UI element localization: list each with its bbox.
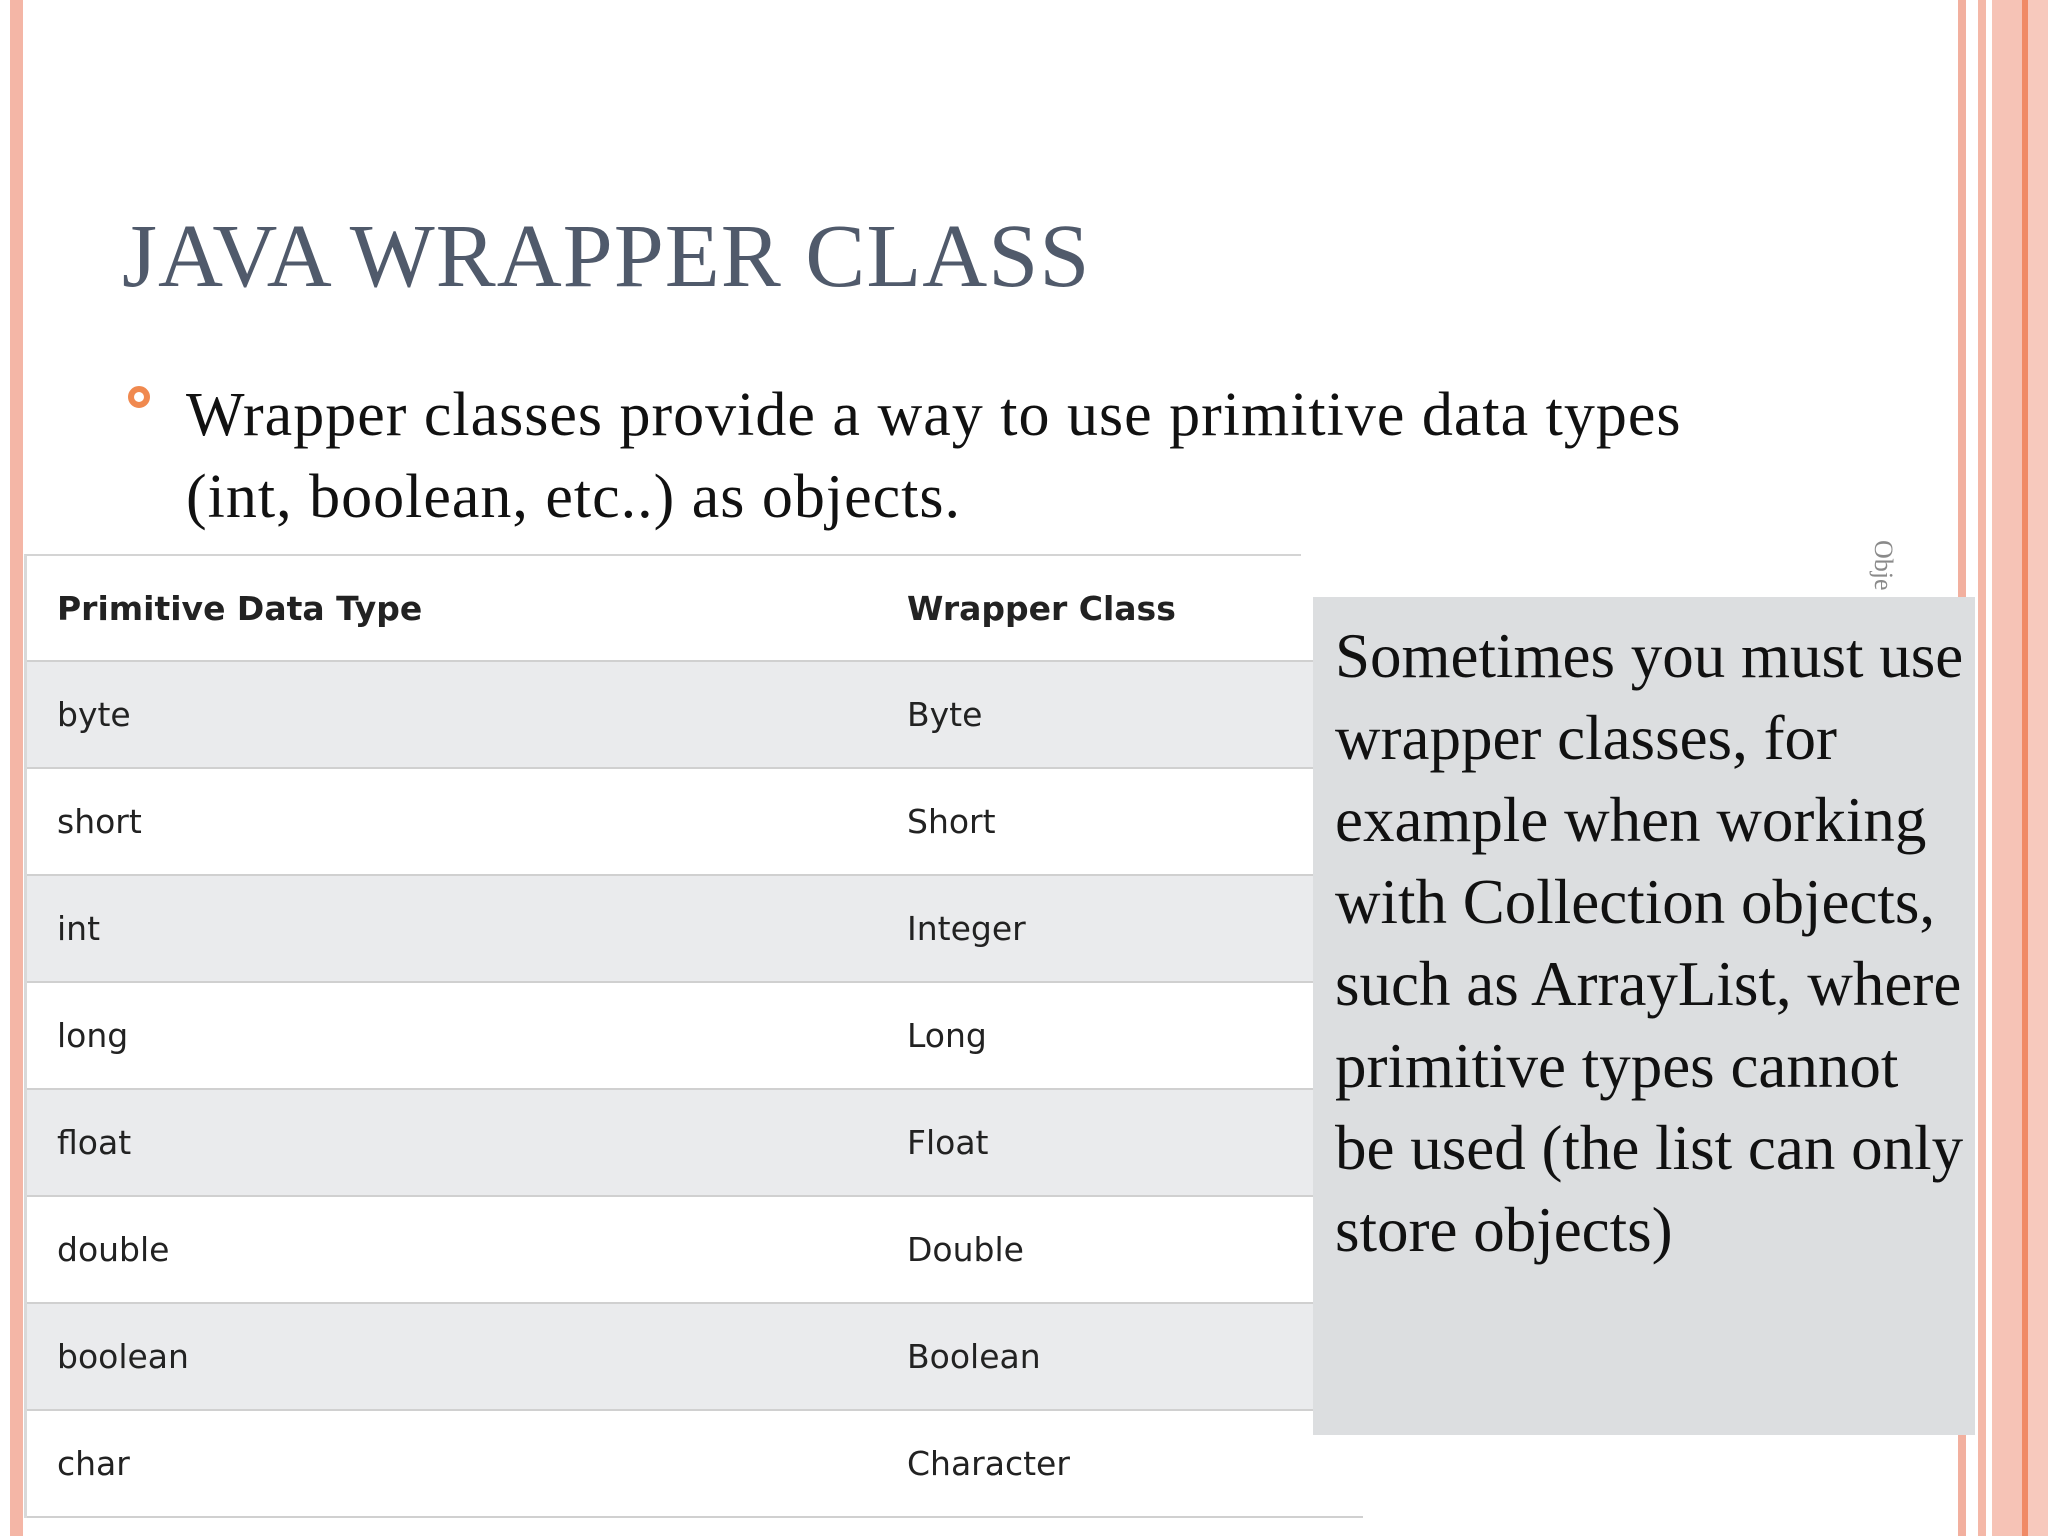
- table-row: [27, 1089, 1363, 1196]
- note-text: Sometimes you must use wrapper classes, for example when working with Collection objects, such as ArrayList, where primitive types cannot be used (the list can only store objects): [1335, 621, 1964, 1265]
- slide-title: JAVA WRAPPER CLASS: [122, 207, 1091, 306]
- wrapper-class-table: [24, 554, 1301, 1518]
- table-row: [27, 768, 1363, 875]
- right-stripe-decoration: [1992, 0, 2022, 1536]
- header-primitive-data-type: Primitive Data Type: [27, 556, 875, 661]
- wrapper-class-cell: Float: [875, 1089, 1363, 1196]
- primitive-type-cell: float: [27, 1089, 875, 1196]
- wrapper-class-cell: Double: [875, 1196, 1363, 1303]
- wrapper-class-cell: Boolean: [875, 1303, 1363, 1410]
- right-stripe-decoration: [1978, 0, 1986, 1536]
- primitive-type-cell: boolean: [27, 1303, 875, 1410]
- right-stripe-decoration: [2028, 0, 2048, 1536]
- primitive-type-cell: int: [27, 875, 875, 982]
- wrapper-class-cell: Long: [875, 982, 1363, 1089]
- note-callout-box: [1313, 597, 1975, 1435]
- table: [27, 556, 1363, 1518]
- table-header-row: [27, 556, 1363, 661]
- wrapper-class-cell: Integer: [875, 875, 1363, 982]
- wrapper-class-cell: Byte: [875, 661, 1363, 768]
- primitive-type-cell: short: [27, 768, 875, 875]
- hollow-circle-bullet-icon: [128, 386, 150, 408]
- primitive-type-cell: char: [27, 1410, 875, 1517]
- left-border-decoration: [10, 0, 23, 1536]
- table-row: [27, 661, 1363, 768]
- primitive-type-cell: long: [27, 982, 875, 1089]
- table-row: [27, 1196, 1363, 1303]
- bullet-text: Wrapper classes provide a way to use primitive data types (int, boolean, etc..) as objects.: [186, 381, 1682, 531]
- wrapper-class-cell: Short: [875, 768, 1363, 875]
- table-row: [27, 982, 1363, 1089]
- side-footer-text: Obje: [1869, 540, 1898, 591]
- primitive-type-cell: double: [27, 1196, 875, 1303]
- table-row: [27, 1410, 1363, 1517]
- primitive-type-cell: byte: [27, 661, 875, 768]
- table-row: [27, 875, 1363, 982]
- wrapper-class-cell: Character: [875, 1410, 1363, 1517]
- table-row: [27, 1303, 1363, 1410]
- header-wrapper-class: Wrapper Class: [875, 556, 1363, 661]
